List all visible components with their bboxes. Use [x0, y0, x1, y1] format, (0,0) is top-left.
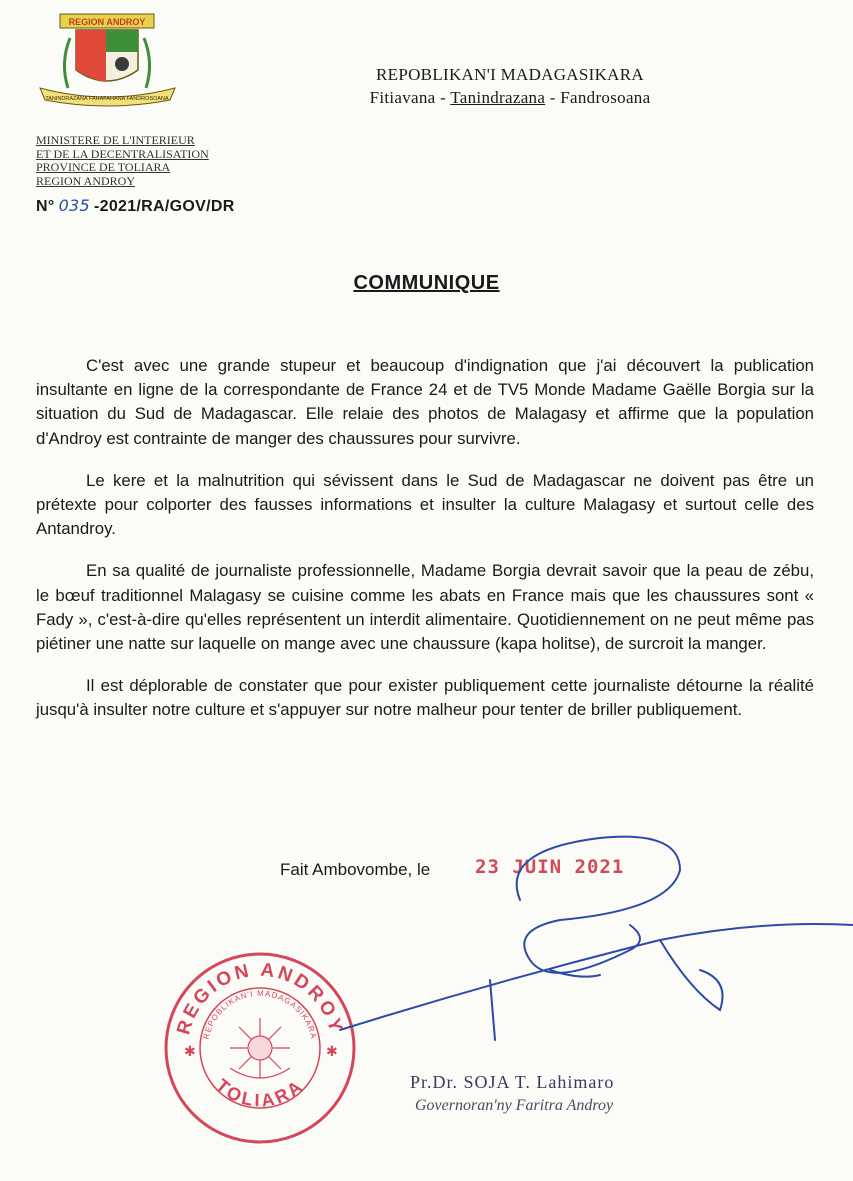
- signer-name: Pr.Dr. SOJA T. Lahimaro: [410, 1072, 615, 1092]
- coat-banner-text: REGION ANDROY: [68, 17, 146, 27]
- seal-top-text: REGION ANDROY: [173, 959, 347, 1037]
- body-paragraph: En sa qualité de journaliste professionnelle, Madame Borgia devrait savoir que la peau de zébu, le bœuf traditionnel Malagasy se cuisine comme les abats en France mais que les chaussures sont « Fady », c'est-à-dire qu'elles représentent un interdit alimentaire. Quotidiennement on ne peut même pas piétiner une natte sur laquelle on mange avec une chaussure (kapa holitse), de surcroit la manger.: [36, 561, 814, 654]
- seal-bottom-text: TOLIARA: [212, 1074, 308, 1111]
- document-title: COMMUNIQUE: [353, 272, 500, 294]
- ministry-line: REGION ANDROY: [36, 173, 135, 188]
- coat-ribbon-text: TANINDRAZANA FAHAFAHANA FANDROSOANA: [45, 96, 169, 102]
- motto-left: Fitiavana -: [369, 88, 451, 107]
- republic-header: [300, 63, 720, 109]
- ministry-line: ET DE LA DECENTRALISATION: [36, 146, 209, 161]
- region-coat-of-arms: [30, 8, 185, 108]
- seal-star-left: ✱: [184, 1043, 196, 1059]
- republic-name: REPOBLIKAN'I MADAGASIKARA: [376, 65, 644, 84]
- ref-handwritten-number: 035: [58, 196, 91, 215]
- national-motto: [300, 86, 720, 109]
- place-of-issue: Fait Ambovombe, le: [280, 860, 431, 879]
- body-paragraph: C'est avec une grande stupeur et beaucoup d'indignation que j'ai découvert la publication insultante en ligne de la correspondante de France 24 et de TV5 Monde Madame Gaëlle Borgia sur la situation du Sud de Madagascar. Elle relaie des photos de Malagasy et affirme que la population d'Androy est contrainte de manger des chaussures pour survivre.: [36, 356, 814, 448]
- handwritten-signature: [300, 830, 853, 1060]
- date-stamp: 23 JUIN 2021: [475, 856, 625, 878]
- reference-number: [36, 196, 235, 216]
- ref-suffix: -2021/RA/GOV/DR: [94, 198, 235, 215]
- ministry-line: MINISTERE DE L'INTERIEUR: [36, 133, 195, 147]
- motto-middle: Tanindrazana: [450, 88, 546, 107]
- body-paragraph: Le kere et la malnutrition qui sévissent dans le Sud de Madagascar ne doivent pas être un prétexte pour colporter des fausses informations et insulter la culture Malagasy et surtout celle des Antandroy.: [36, 470, 814, 539]
- signer-role: Governoran'ny Faritra Androy: [415, 1097, 614, 1114]
- seal-inner-text: REPOBLIKAN'I MADAGASIKARA: [201, 988, 319, 1041]
- motto-right: - Fandrosoana: [545, 88, 651, 107]
- ministry-block: [36, 134, 209, 188]
- svg-text:TOLIARA: [212, 1075, 308, 1111]
- communique-body: [36, 354, 814, 741]
- ministry-line: PROVINCE DE TOLIARA: [36, 160, 171, 174]
- ref-prefix: N°: [36, 198, 55, 215]
- seal-star-right: ✱: [326, 1043, 338, 1059]
- body-paragraph: Il est déplorable de constater que pour exister publiquement cette journaliste détourne la réalité jusqu'à insulter notre culture et s'appuyer sur notre malheur pour tenter de briller publiquement.: [36, 676, 814, 720]
